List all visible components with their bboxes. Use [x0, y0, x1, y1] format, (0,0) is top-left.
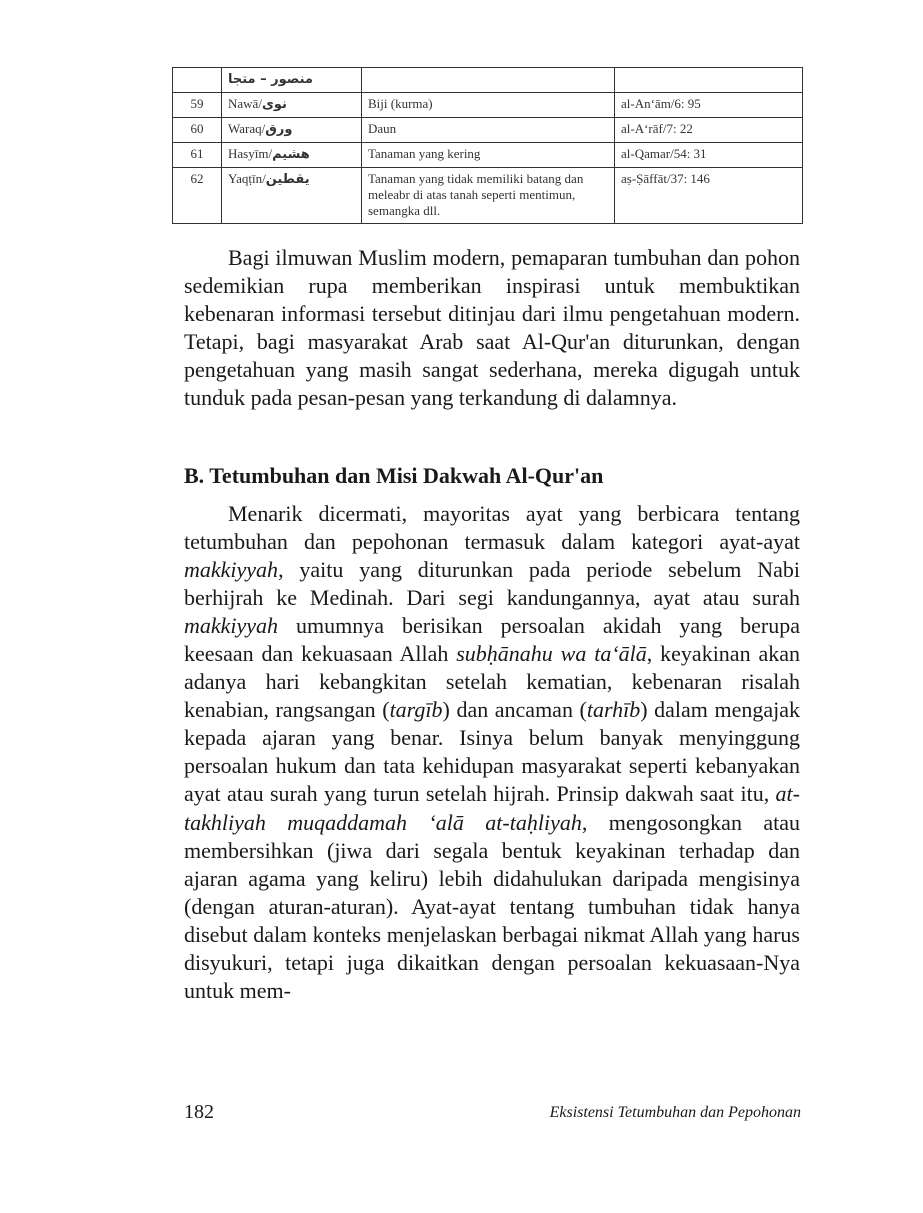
table-cell [615, 68, 803, 93]
term-latin: Waraq/ [228, 121, 266, 136]
term-latin: Yaqṭīn/ [228, 171, 266, 186]
reference-cell: aṣ-Ṣāffāt/37: 146 [615, 168, 803, 224]
arabic-term: ﻫﺸﻴﻢ [272, 147, 310, 162]
table-row [173, 68, 803, 93]
row-number: 59 [173, 93, 222, 118]
italic-term: tarhīb [586, 697, 641, 723]
meaning-cell: Daun [362, 118, 615, 143]
term-cell [222, 118, 362, 143]
paragraph-intro [184, 244, 800, 412]
reference-cell: al-Qamar/54: 31 [615, 143, 803, 168]
table-cell [173, 68, 222, 93]
arabic-term: ﻳﻘﻄﻴﻦ [265, 172, 310, 187]
paragraph-text [184, 500, 800, 1005]
paragraph-dakwah [184, 500, 800, 1005]
table-row [173, 93, 803, 118]
text-run: , yaitu yang diturunkan pada periode sebelum Nabi berhijrah ke Medinah. Dari segi kandungannya, ayat atau surah [184, 557, 800, 611]
row-number: 62 [173, 168, 222, 224]
meaning-cell: Tanaman yang tidak memiliki batang dan meleabr di atas tanah seperti mentimun, semangka dll. [362, 168, 615, 224]
text-run: Menarik dicermati, mayoritas ayat yang berbicara tentang tetumbuhan dan pepohonan termasuk dalam kategori ayat-ayat [184, 501, 800, 555]
row-number: 60 [173, 118, 222, 143]
text-run: ) dalam mengajak kepada ajaran yang benar. Isinya belum banyak menyinggung persoalan hukum dan tata kehidupan masyarakat seperti kebanyakan ayat atau surah yang turun setelah hijrah. Prinsip dakwah saat itu, [184, 697, 800, 807]
italic-term: makkiyyah [184, 613, 279, 639]
running-title: Eksistensi Tetumbuhan dan Pepohonan [549, 1104, 801, 1121]
term-latin: Hasyīm/ [228, 146, 273, 161]
arabic-term: ﻣﻨﺼﻮﺭ – ﻣﺘﺠﺎ [228, 72, 313, 87]
page-number: 182 [184, 1101, 214, 1123]
arabic-term: ﻭﺭﻕ [265, 122, 293, 137]
paragraph-text: Bagi ilmuwan Muslim modern, pemaparan tumbuhan dan pohon sedemikian rupa memberikan inspirasi untuk membuktikan kebenaran informasi tersebut ditinjau dari ilmu pengetahuan modern. Tetapi, bagi masyarakat Arab saat Al-Qur'an diturunkan, dengan pengetahuan yang masih sangat sederhana, mereka digugah untuk tunduk pada pesan-pesan yang terkandung di dalamnya. [184, 245, 800, 411]
table-row [173, 168, 803, 224]
row-number: 61 [173, 143, 222, 168]
term-cell [222, 93, 362, 118]
table-row [173, 143, 803, 168]
meaning-cell: Biji (kurma) [362, 93, 615, 118]
table-cell [362, 68, 615, 93]
term-cell [222, 168, 362, 224]
table-cell [222, 68, 362, 93]
italic-term: makkiyyah [184, 557, 279, 583]
arabic-term: ﻧﻮﻯ [261, 97, 287, 112]
section-heading: B. Tetumbuhan dan Misi Dakwah Al-Qur'an [184, 463, 604, 488]
text-run: , mengosongkan atau membersihkan (jiwa dari segala bentuk keyakinan terhadap dan ajaran agama yang keliru) lebih didahulukan daripada mengisinya (dengan aturan-aturan). Ayat-ayat tentang tumbuhan tidak hanya disebut dalam konteks menjelaskan berbagai nikmat Allah yang harus disyukuri, tetapi juga dikaitkan dengan persoalan kekuasaan-Nya untuk mem- [184, 809, 800, 1003]
italic-term: targīb [389, 697, 443, 723]
term-latin: Nawā/ [228, 96, 262, 111]
italic-term: at-takhliyah muqaddamah ‘alā at-taḥliyah [184, 781, 800, 835]
meaning-cell: Tanaman yang kering [362, 143, 615, 168]
reference-cell: al-An‘ām/6: 95 [615, 93, 803, 118]
text-run: umumnya berisikan persoalan akidah yang berupa keesaan dan kekuasaan Allah [184, 613, 800, 667]
text-run: , keyakinan akan adanya hari kebangkitan setelah kematian, kebenaran risalah kenabian, rangsangan ( [184, 641, 800, 723]
term-cell [222, 143, 362, 168]
italic-term: subḥānahu wa ta‘ālā [456, 641, 647, 667]
plant-terms-table [172, 67, 803, 224]
text-run: ) dan ancaman ( [442, 697, 587, 723]
table-row [173, 118, 803, 143]
reference-cell: al-A‘rāf/7: 22 [615, 118, 803, 143]
